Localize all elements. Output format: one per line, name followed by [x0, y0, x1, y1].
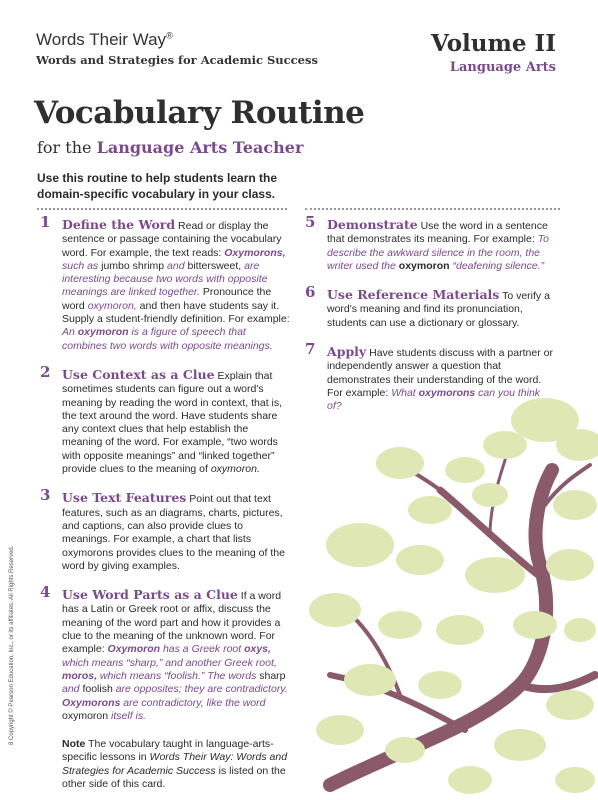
leaf: [448, 766, 492, 794]
dotted-divider-left: [37, 208, 287, 210]
leaf: [494, 729, 546, 761]
volume-block: [431, 30, 556, 75]
step-apply: 7 Apply Have students discuss with a partner or independently answer a question that demonstrates their understanding of the word. For example: What oxymorons can you think of?: [305, 340, 553, 413]
step-text-features: 3 Use Text Features Point out that text features, such as an diagrams, charts, pictures, and captions, can also provide clues to meanings. For example, a chart that lists oxymorons provides clues to the meaning of the word by giving examples.: [40, 486, 285, 572]
leaf: [564, 618, 596, 642]
leaf: [546, 690, 594, 720]
leaf: [316, 715, 364, 745]
leaf: [472, 483, 508, 507]
volume-title: Volume II: [430, 30, 556, 57]
leaf: [376, 447, 424, 479]
leaf: [385, 737, 425, 763]
oak-tree-illustration: [290, 385, 598, 800]
leaf: [465, 557, 525, 593]
leaf: [436, 615, 484, 645]
steps-column-left: [40, 213, 290, 791]
brand-block: [36, 30, 318, 67]
step-reference-materials: 6 Use Reference Materials To verify a word's meaning and find its pronunciation, students can use a dictionary or glossary.: [305, 283, 550, 329]
page-title: Vocabulary Routine: [34, 95, 365, 131]
copyright-notice: 8 Copyright © Pearson Education, Inc., or its affiliates. All Rights Reserved.: [9, 545, 15, 745]
leaf: [396, 545, 444, 575]
leaf: [344, 664, 396, 696]
leaf: [378, 611, 422, 639]
leaf: [555, 767, 595, 793]
brand-subtitle: Words and Strategies for Academic Success: [36, 53, 318, 67]
step-use-context: 2 Use Context as a Clue Explain that sometimes students can figure out a word's meaning by reading the word in context, that is, the text around the word. Have students share any context clues that help establish the meaning of the word. For example, “two words with opposite meanings” and “linked together” provide clues to the meaning of oxymoron.: [40, 362, 283, 476]
leaf: [445, 457, 485, 483]
leaf: [309, 593, 361, 627]
leaf: [513, 611, 557, 639]
leaf: [326, 523, 394, 567]
leaf: [553, 490, 597, 520]
leaf: [483, 431, 527, 459]
leaf: [418, 671, 462, 699]
dotted-divider-right: [305, 208, 560, 210]
step-demonstrate: 5 Demonstrate Use the word in a sentence that demonstrates its meaning. For example: To describe the awkward silence in the room, the writer used the oxymoron “deafening silence.”: [305, 213, 549, 272]
brand-title: Words Their Way®: [36, 30, 173, 49]
volume-subtitle: Language Arts: [449, 60, 556, 75]
steps-column-right: [305, 213, 555, 429]
note-block: Note The vocabulary taught in language-arts-specific lessons in Words Their Way: Words and Strategies for Academic Success is listed on the other side of this card.: [62, 738, 288, 790]
leaf: [408, 496, 452, 524]
page-subtitle: for the Language Arts Teacher: [37, 138, 304, 157]
step-define-word: 1 Define the Word Read or display the sentence or passage containing the vocabulary word. For example, the text reads: Oxymorons, such as jumbo shrimp and bittersweet, are interesting because two words with opposite meanings are linked together. Pronounce the word oxymoron, and then have students say it. Supply a student-friendly definition. For example: An oxymoron is a figure of speech that combines two words with opposite meanings.: [40, 213, 290, 352]
step-word-parts: 4 Use Word Parts as a Clue If a word has a Latin or Greek root or affix, discuss the meaning of the word part and how it provides a clue to the meaning of the unknown word. For example: Oxymoron has a Greek root oxys, which means “sharp,” and another Greek root, moros, which means “foolish.” The words sharp and foolish are opposites; they are contradictory. Oxymorons are contradictory, like the word oxymoron itself is.: [40, 583, 288, 722]
intro-text: Use this routine to help students learn the domain-specific vocabulary in your class.: [37, 171, 278, 201]
leaf: [546, 549, 594, 581]
